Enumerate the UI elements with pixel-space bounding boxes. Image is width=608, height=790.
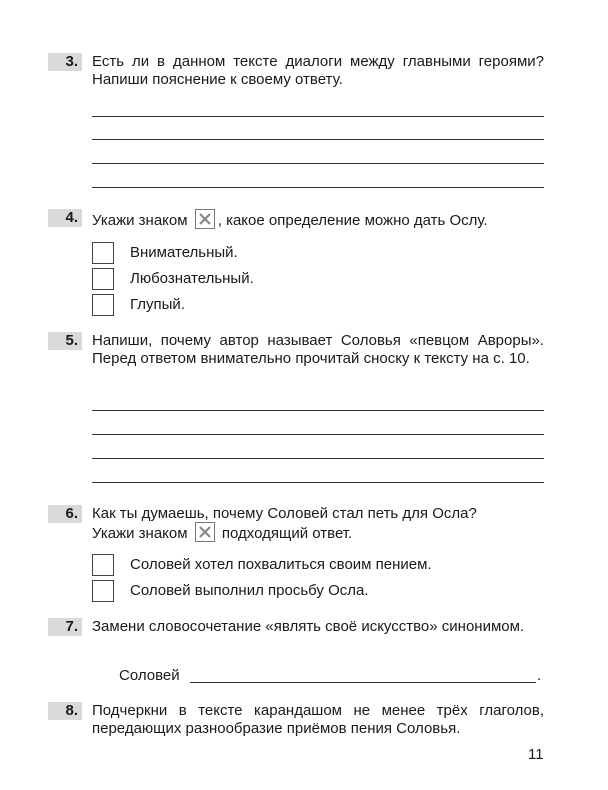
- answer-line[interactable]: [190, 682, 536, 683]
- question-7-text: Замени словосочетание «являть своё искусство» синонимом.: [92, 618, 525, 635]
- question-4-text-before: Укажи знаком: [92, 212, 188, 229]
- checkbox[interactable]: [92, 580, 114, 602]
- question-5-number: 5.: [48, 332, 82, 350]
- checkbox[interactable]: [92, 294, 114, 316]
- question-8-number: 8.: [48, 702, 82, 720]
- answer-line[interactable]: [92, 482, 544, 483]
- question-6-text-before: Укажи знаком: [92, 525, 188, 542]
- question-6-text-after: подходящий ответ.: [221, 525, 353, 542]
- question-4-text: [92, 209, 544, 230]
- question-4-text-after: , какое определение можно дать Ослу.: [217, 212, 488, 229]
- checkbox[interactable]: [92, 268, 114, 290]
- checkbox[interactable]: [92, 554, 114, 576]
- question-3-text: Есть ли в данном тексте диалоги между главными героями? Напиши пояснение к своему ответу.: [92, 53, 544, 88]
- option-label: Соловей выполнил просьбу Осла.: [130, 582, 369, 599]
- answer-line[interactable]: [92, 139, 544, 140]
- option-label: Глупый.: [130, 296, 185, 313]
- answer-line[interactable]: [92, 458, 544, 459]
- checkmark-x-icon: [195, 209, 215, 229]
- answer-line[interactable]: [92, 187, 544, 188]
- answer-suffix: .: [537, 667, 542, 684]
- answer-line[interactable]: [92, 116, 544, 117]
- page-number: 11: [528, 746, 544, 763]
- checkmark-x-icon: [195, 522, 215, 542]
- answer-prefix: Соловей: [119, 667, 180, 684]
- answer-line[interactable]: [92, 434, 544, 435]
- question-6-number: 6.: [48, 505, 82, 523]
- answer-line[interactable]: [92, 163, 544, 164]
- question-4-number: 4.: [48, 209, 82, 227]
- question-7-number: 7.: [48, 618, 82, 636]
- question-3-number: 3.: [48, 53, 82, 71]
- checkbox[interactable]: [92, 242, 114, 264]
- option-label: Соловей хотел похвалиться своим пением.: [130, 556, 432, 573]
- question-8-text: Подчеркни в тексте карандашом не менее трёх глаголов, передающих разнообразие приёмов пения Соловья.: [92, 702, 544, 737]
- question-5-text: Напиши, почему автор называет Соловья «певцом Авроры». Перед ответом внимательно прочитай сноску к тексту на с. 10.: [92, 332, 544, 367]
- question-6-text-line2: [92, 522, 544, 543]
- option-label: Любознательный.: [130, 270, 254, 287]
- option-label: Внимательный.: [130, 244, 238, 261]
- answer-line[interactable]: [92, 410, 544, 411]
- question-6-text-line1: Как ты думаешь, почему Соловей стал петь для Осла?: [92, 505, 477, 522]
